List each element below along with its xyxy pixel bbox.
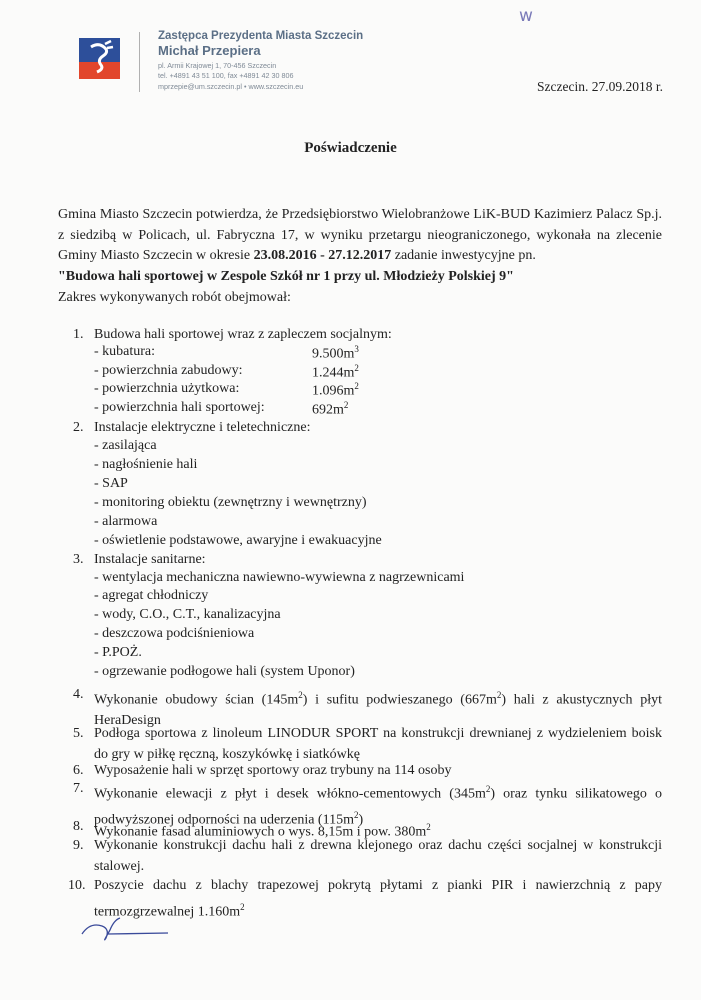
item-number: 1. — [73, 327, 84, 342]
letterhead-divider — [139, 32, 140, 92]
sub-item: - wentylacja mechaniczna nawiewno-wywiewna z nagrzewnicami — [94, 570, 465, 585]
item-number: 3. — [73, 552, 84, 567]
item-text: Instalacje sanitarne: — [94, 552, 206, 567]
intro-text-end: zadanie inwestycyjne pn. — [394, 248, 536, 263]
item-number: 2. — [73, 420, 84, 435]
sub-item: - oświetlenie podstawowe, awaryjne i ewakuacyjne — [94, 533, 382, 548]
sub-item: - wody, C.O., C.T., kanalizacyjna — [94, 607, 281, 622]
item-number: 10. — [68, 878, 86, 893]
sub-item: - powierzchnia zabudowy: — [94, 363, 243, 378]
sub-item: - alarmowa — [94, 514, 158, 529]
item-text: Instalacje elektryczne i teletechniczne: — [94, 420, 311, 435]
sub-item: - zasilająca — [94, 438, 157, 453]
intro-text: Gmina Miasto Szczecin potwierdza, że Przedsiębiorstwo Wielobranżowe LiK-BUD Kazimierz Palacz Sp.j. z siedzibą w Policach, ul. Fabryczna 17, w wyniku przetargu nieograniczonego, wykonała na zlecenie Gminy Miasto Szczecin w okresie — [58, 207, 662, 263]
sub-item-value: $692m^2$ — [312, 400, 349, 418]
sub-item-value: $9.500m^3$ — [312, 344, 359, 362]
sub-item: - kubatura: — [94, 344, 156, 359]
document-date: Szczecin. 27.09.2018 r. — [537, 79, 663, 94]
sub-item: - nagłośnienie hali — [94, 457, 198, 472]
item-text: Podłoga sportowa z linoleum LINODUR SPORT na konstrukcji drewnianej z wydzieleniem boisk do gry w piłkę ręczną, koszykówkę i siatkówkę — [94, 726, 662, 762]
item-number: 6. — [73, 763, 84, 778]
sub-item-value: $1.096m^2$ — [312, 381, 359, 399]
letterhead-phone: tel. +4891 43 51 100, fax +4891 42 30 806 — [158, 71, 294, 80]
sub-item: - monitoring obiektu (zewnętrzny i wewnętrzny) — [94, 495, 367, 510]
item-number: 4. — [73, 687, 84, 702]
project-name: "Budowa hali sportowej w Zespole Szkół nr 1 przy ul. Młodzieży Polskiej 9" — [58, 268, 514, 284]
sub-item: - P.POŻ. — [94, 645, 142, 660]
sub-item: - SAP — [94, 476, 128, 491]
letterhead-contact: mprzepie@um.szczecin.pl • www.szczecin.eu — [158, 82, 304, 91]
item-number: 7. — [73, 781, 84, 796]
letterhead-title: Zastępca Prezydenta Miasta Szczecin — [158, 30, 364, 42]
item-number: 5. — [73, 726, 84, 741]
handwritten-corner-mark: w — [519, 6, 533, 26]
sub-item: - ogrzewanie podłogowe hali (system Uponor) — [94, 664, 355, 679]
item-text: Wykonanie obudowy ścian $(145m^2)$ i sufitu podwieszanego $(667m^2)$ hali z akustycznych płyt HeraDesign — [94, 690, 662, 729]
item-number: 9. — [73, 838, 84, 853]
sub-item: - powierzchnia hali sportowej: — [94, 400, 265, 415]
intro-paragraph — [58, 205, 662, 287]
city-logo-icon — [79, 38, 120, 79]
sub-item: - deszczowa podciśnieniowa — [94, 626, 255, 641]
document-heading: Poświadczenie — [304, 140, 397, 156]
intro-period: 23.08.2016 - 27.12.2017 — [253, 248, 392, 263]
scope-label: Zakres wykonywanych robót obejmował: — [58, 290, 291, 305]
item-number: 8. — [73, 819, 84, 834]
letterhead-address: pl. Armii Krajowej 1, 70-456 Szczecin — [158, 61, 277, 70]
item-text: Wykonanie konstrukcji dachu hali z drewna klejonego oraz dachu części socjalnej w konstrukcji stalowej. — [94, 838, 662, 874]
item-text: Wykonanie fasad aluminiowych o wys. 8,15m i pow. $380m^2$ — [94, 822, 431, 840]
item-text: Wyposażenie hali w sprzęt sportowy oraz trybuny na 114 osoby — [94, 763, 452, 778]
item-text: Budowa hali sportowej wraz z zapleczem socjalnym: — [94, 327, 392, 342]
sub-item-value: $1.244m^2$ — [312, 363, 359, 381]
sub-item: - powierzchnia użytkowa: — [94, 381, 240, 396]
letterhead-name: Michał Przepiera — [158, 43, 261, 58]
item-text: Poszycie dachu z blachy trapezowej pokrytą płytami z pianki PIR i nawierzchnią z papy termozgrzewalnej $1.160m^2$ — [94, 878, 662, 920]
sub-item: - agregat chłodniczy — [94, 588, 209, 603]
signature-stroke-icon — [80, 914, 170, 946]
item-text: Wykonanie elewacji z płyt i desek włókno-cementowych $(345m^2)$ oraz tynku silikatowego o podwyższonej odporności na uderzenia $(115m^2)$ — [94, 784, 663, 828]
